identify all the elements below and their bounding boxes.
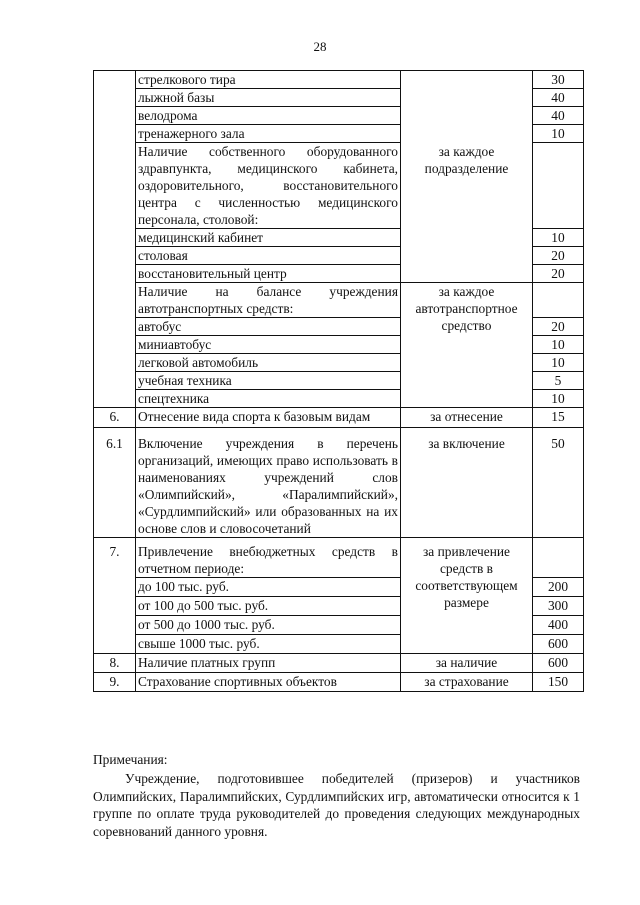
points-cell: 20 bbox=[533, 318, 584, 336]
points-cell: 10 bbox=[533, 390, 584, 408]
criterion-cell: свыше 1000 тыс. руб. bbox=[136, 635, 401, 654]
points-cell: 40 bbox=[533, 107, 584, 125]
criterion-cell: учебная техника bbox=[136, 372, 401, 390]
page-number: 28 bbox=[313, 39, 327, 54]
criterion-cell: Включение учреждения в перечень организаций, имеющих право использовать в наименованиях учреждений слов «Олимпийский», «Паралимпийский», «Сурдлимпийский» или образованных на их основе слов и словосочетаний bbox=[136, 428, 401, 538]
criterion-cell: столовая bbox=[136, 247, 401, 265]
points-cell: 5 bbox=[533, 372, 584, 390]
points-cell: 600 bbox=[533, 654, 584, 673]
points-cell bbox=[533, 538, 584, 578]
criterion-cell: легковой автомобиль bbox=[136, 354, 401, 372]
points-cell: 400 bbox=[533, 616, 584, 635]
criteria-table bbox=[93, 70, 584, 692]
criterion-cell: от 500 до 1000 тыс. руб. bbox=[136, 616, 401, 635]
criterion-cell: велодрома bbox=[136, 107, 401, 125]
unit-cell bbox=[401, 71, 533, 143]
criterion-cell: Привлечение внебюджетных средств в отчетном периоде: bbox=[136, 538, 401, 578]
criterion-cell: восстановительный центр bbox=[136, 265, 401, 283]
points-cell: 20 bbox=[533, 265, 584, 283]
notes-title: Примечания: bbox=[93, 752, 168, 767]
unit-cell: за включение bbox=[401, 428, 533, 538]
row-number-cell: 9. bbox=[94, 673, 136, 692]
unit-cell: за отнесение bbox=[401, 408, 533, 428]
criterion-cell: медицинский кабинет bbox=[136, 229, 401, 247]
points-cell: 10 bbox=[533, 125, 584, 143]
points-cell bbox=[533, 143, 584, 229]
unit-cell: за страхование bbox=[401, 673, 533, 692]
criterion-cell: автобус bbox=[136, 318, 401, 336]
row-number-cell: 6. bbox=[94, 408, 136, 428]
points-cell: 30 bbox=[533, 71, 584, 89]
criterion-cell: от 100 до 500 тыс. руб. bbox=[136, 597, 401, 616]
criterion-cell: Наличие на балансе учреждения автотранспортных средств: bbox=[136, 283, 401, 318]
criterion-cell: миниавтобус bbox=[136, 336, 401, 354]
unit-cell: за каждое подразделение bbox=[401, 143, 533, 283]
criterion-cell: стрелкового тира bbox=[136, 71, 401, 89]
points-cell: 10 bbox=[533, 229, 584, 247]
points-cell: 600 bbox=[533, 635, 584, 654]
unit-cell: за привлечение средств в соответствующем размере bbox=[401, 538, 533, 654]
row-number-cell: 8. bbox=[94, 654, 136, 673]
table-row bbox=[94, 71, 584, 89]
criterion-cell: Наличие платных групп bbox=[136, 654, 401, 673]
unit-cell: за наличие bbox=[401, 654, 533, 673]
row-number-cell: 7. bbox=[94, 538, 136, 654]
notes-section bbox=[93, 751, 580, 840]
points-cell: 200 bbox=[533, 578, 584, 597]
points-cell: 10 bbox=[533, 336, 584, 354]
row-number-cell bbox=[94, 71, 136, 408]
points-cell: 50 bbox=[533, 428, 584, 538]
points-cell: 150 bbox=[533, 673, 584, 692]
points-cell bbox=[533, 283, 584, 318]
table-row bbox=[94, 283, 584, 318]
criterion-cell: тренажерного зала bbox=[136, 125, 401, 143]
table-row bbox=[94, 143, 584, 229]
row-number-cell: 6.1 bbox=[94, 428, 136, 538]
notes-text: Учреждение, подготовившее победителей (призеров) и участников Олимпийских, Паралимпийских, Сурдлимпийских игр, автоматически относится к 1 группе по оплате труда руководителей до проведения следующих международных соревнований данного уровня. bbox=[93, 771, 580, 839]
table-row bbox=[94, 428, 584, 538]
table-row bbox=[94, 408, 584, 428]
criterion-cell: спецтехника bbox=[136, 390, 401, 408]
criterion-cell: лыжной базы bbox=[136, 89, 401, 107]
table-row bbox=[94, 538, 584, 578]
criterion-cell: Страхование спортивных объектов bbox=[136, 673, 401, 692]
table-row bbox=[94, 673, 584, 692]
points-cell: 40 bbox=[533, 89, 584, 107]
unit-cell: за каждое автотранспортное средство bbox=[401, 283, 533, 408]
points-cell: 20 bbox=[533, 247, 584, 265]
points-cell: 300 bbox=[533, 597, 584, 616]
criterion-cell: до 100 тыс. руб. bbox=[136, 578, 401, 597]
points-cell: 15 bbox=[533, 408, 584, 428]
points-cell: 10 bbox=[533, 354, 584, 372]
criterion-cell: Отнесение вида спорта к базовым видам bbox=[136, 408, 401, 428]
table-row bbox=[94, 654, 584, 673]
criterion-cell: Наличие собственного оборудованного здравпункта, медицинского кабинета, оздоровительного, восстановительного центра с численностью медицинского персонала, столовой: bbox=[136, 143, 401, 229]
